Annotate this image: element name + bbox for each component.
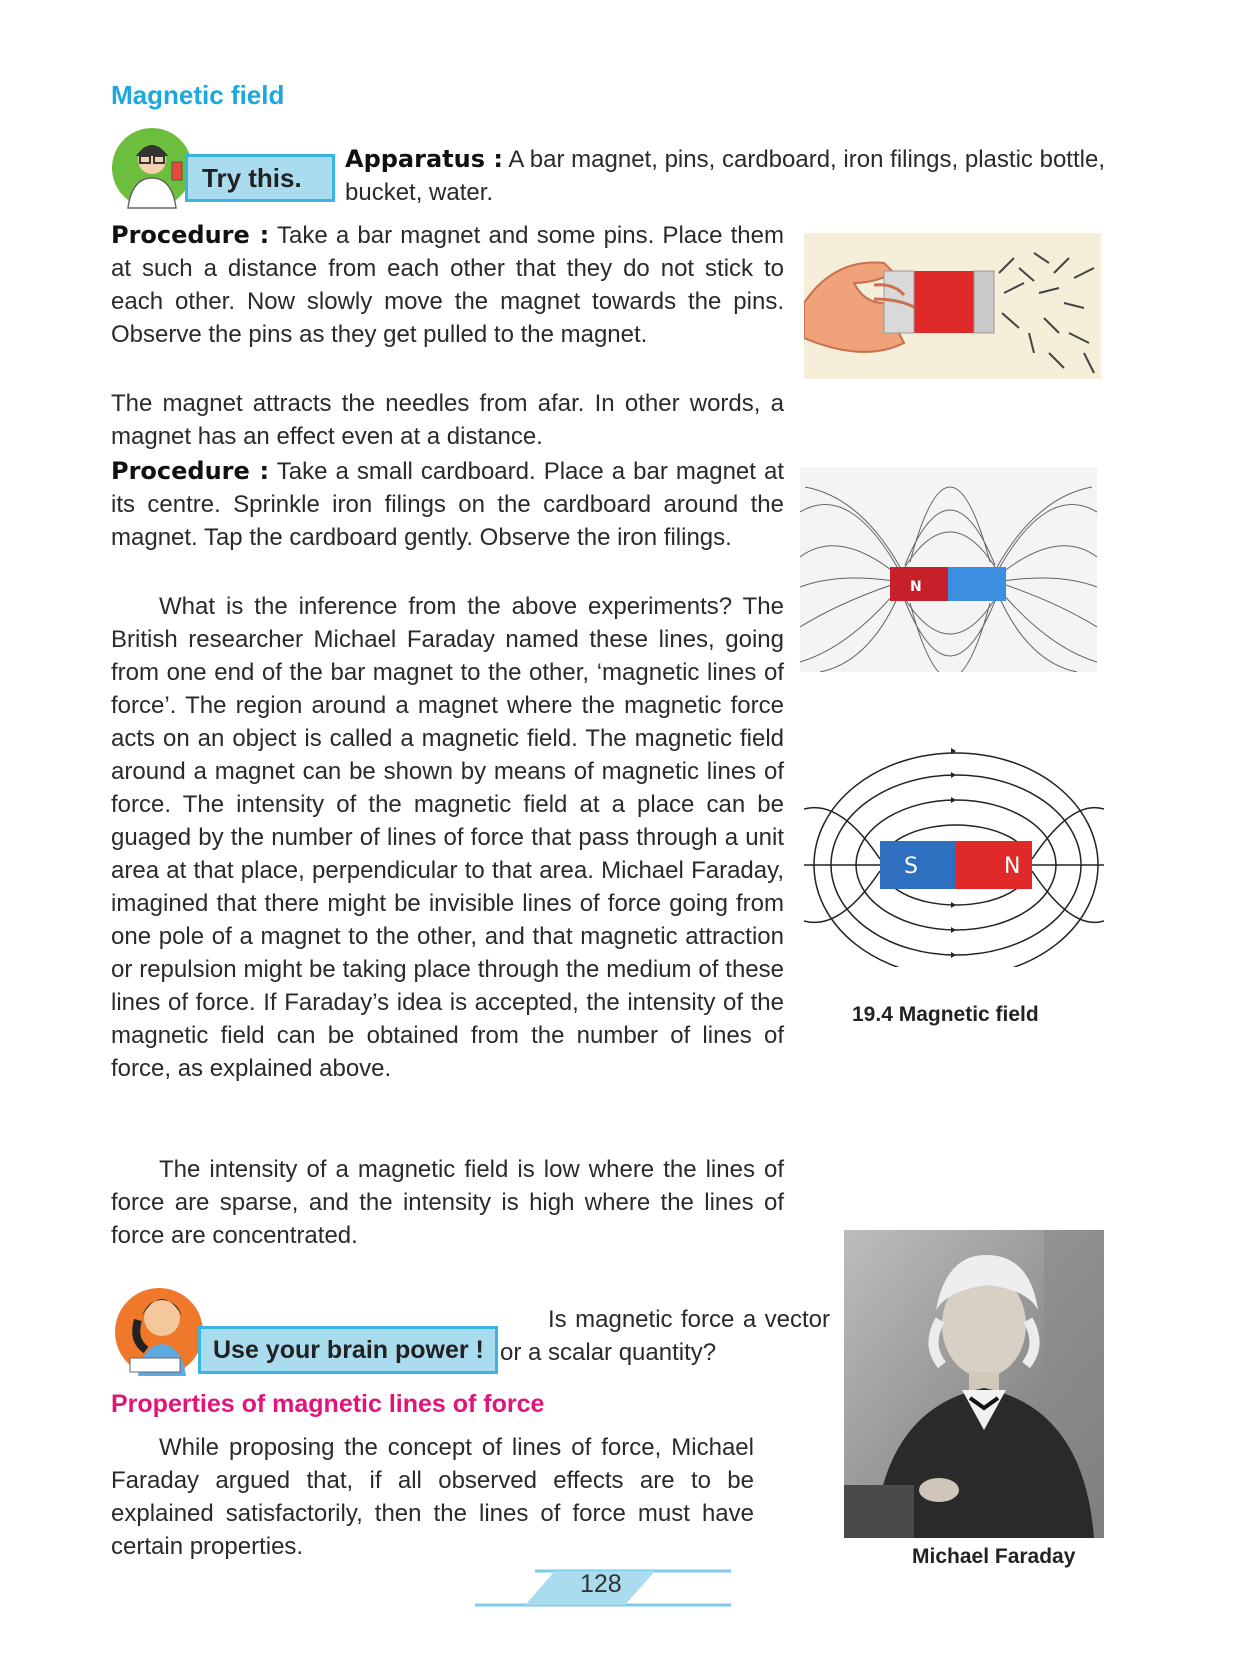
page-number: 128 (580, 1570, 622, 1598)
procedure-1-text: Take a bar magnet and some pins. Place them at such a distance from each other that they do not stick to each other. Now slowly move the magnet towards the pins. Observe the pins as they get pulled to the magnet. (111, 222, 784, 348)
filings-north-label: N (910, 579, 922, 595)
section-heading: Magnetic field (111, 80, 285, 110)
procedure-2-paragraph (111, 455, 784, 554)
apparatus-text: A bar magnet, pins, cardboard, iron filings, plastic bottle, bucket, water. (345, 146, 1105, 206)
try-this-label: Try this. (185, 154, 335, 202)
iron-filings-image (800, 467, 1097, 672)
intensity-paragraph: The intensity of a magnetic field is low where the lines of force are sparse, and the intensity is high where the lines of force are concentrated. (111, 1156, 784, 1249)
procedure-1-paragraph (111, 219, 784, 351)
apparatus-label: Apparatus : (345, 145, 503, 173)
brain-power-question: Is magnetic force a vector or a scalar quantity? (500, 1306, 830, 1366)
brain-power-badge (110, 1280, 500, 1380)
girl-thinking-icon (110, 1280, 208, 1378)
properties-heading: Properties of magnetic lines of force (111, 1390, 545, 1418)
scientist-icon (110, 126, 194, 210)
magnet-pins-image (804, 233, 1101, 379)
try-this-badge (110, 126, 322, 210)
inference-paragraph: What is the inference from the above experiments? The British researcher Michael Faraday named these lines, going from one end of the bar magnet to the other, ‘magnetic lines of force’. The region around a magnet where the magnetic force acts on an object is called a magnetic field. The magnetic field around a magnet can be shown by means of magnetic lines of force. The intensity of the magnetic field at a place can be guaged by the number of lines of force that pass through a unit area at that place, perpendicular to that area. Michael Faraday, imagined that there might be invisible lines of force going from one pole of a magnet to the other, and that magnetic attraction or repulsion might be taking place through the medium of these lines of force. If Faraday’s idea is accepted, the intensity of the magnetic field can be obtained from the number of lines of force, as explained above. (111, 593, 784, 1082)
procedure-2-label: Procedure : (111, 457, 270, 485)
portrait-caption: Michael Faraday (912, 1545, 1076, 1568)
apparatus-paragraph (345, 143, 1105, 209)
figure-caption: 19.4 Magnetic field (852, 1003, 1039, 1026)
magnetic-field-diagram (804, 727, 1104, 967)
procedure-1-label: Procedure : (111, 221, 270, 249)
diagram-north-label: N (1004, 854, 1021, 879)
attraction-paragraph: The magnet attracts the needles from afar. In other words, a magnet has an effect even at a distance. (111, 390, 784, 450)
procedure-2-text: Take a small cardboard. Place a bar magnet at its centre. Sprinkle iron filings on the cardboard around the magnet. Tap the cardboard gently. Observe the iron filings. (111, 458, 784, 551)
brain-power-label: Use your brain power ! (198, 1326, 498, 1374)
diagram-south-label: S (904, 854, 918, 879)
faraday-portrait (844, 1230, 1104, 1538)
properties-paragraph: While proposing the concept of lines of force, Michael Faraday argued that, if all observed effects are to be explained satisfactorily, then the lines of force must have certain properties. (111, 1434, 754, 1560)
